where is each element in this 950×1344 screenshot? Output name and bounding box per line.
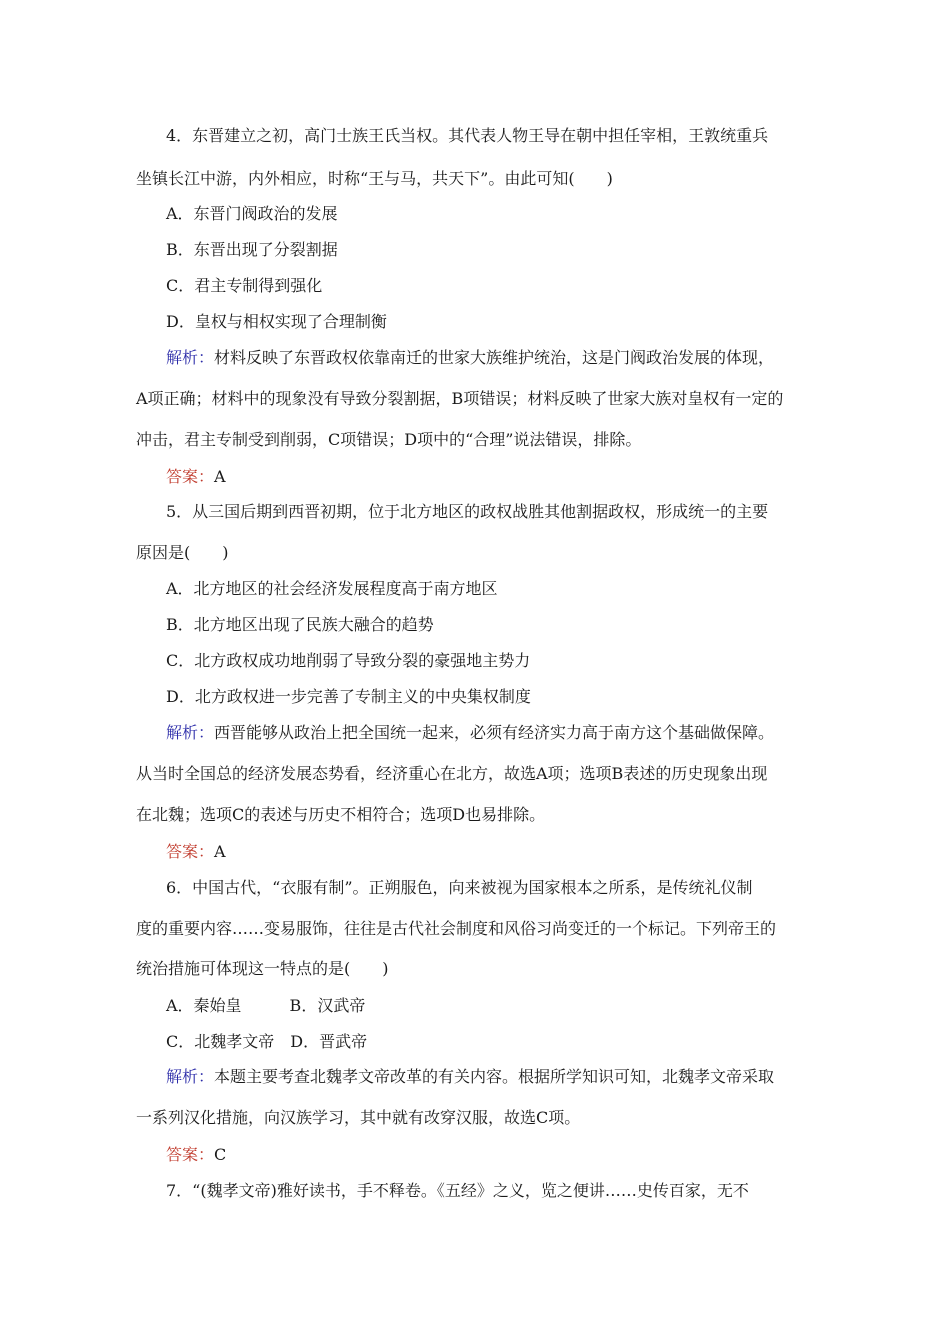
q6-analysis-line1 [166,1066,774,1088]
q5-stem-line1: 5．从三国后期到西晋初期，位于北方地区的政权战胜其他割据政权，形成统一的主要 [166,502,769,521]
q5-analysis-line1 [166,722,774,744]
q4-option-c: C．君主专制得到强化 [166,276,323,295]
q5-analysis-text1: 西晋能够从政治上把全国统一起来，必须有经济实力高于南方这个基础做保障。 [214,723,775,742]
q6-answer-value: C [214,1145,227,1164]
q4-answer-value: A [214,467,226,486]
q5-option-c: C．北方政权成功地削弱了导致分裂的豪强地主势力 [166,651,531,670]
q4-analysis-line1 [166,347,774,369]
q4-analysis-label: 解析： [166,348,215,367]
q5-option-b: B．北方地区出现了民族大融合的趋势 [166,615,434,634]
q4-answer-label: 答案： [166,467,215,486]
q5-analysis-line3: 在北魏；选项C的表述与历史不相符合；选项D也易排除。 [136,805,546,824]
q6-options-row2: C．北魏孝文帝 D．晋武帝 [166,1032,368,1051]
q6-analysis-label: 解析： [166,1067,215,1086]
q6-options-row1: A．秦始皇 B．汉武帝 [166,996,366,1015]
q6-answer-label: 答案： [166,1145,215,1164]
q5-answer-value: A [214,842,226,861]
q4-answer [166,466,226,488]
q6-stem-line1: 6．中国古代，“衣服有制”。正朔服色，向来被视为国家根本之所系，是传统礼仪制 [166,878,753,897]
q4-stem-line2: 坐镇长江中游，内外相应，时称“王与马，共天下”。由此可知( ) [136,169,613,188]
q6-analysis-text1: 本题主要考查北魏孝文帝改革的有关内容。根据所学知识可知，北魏孝文帝采取 [214,1067,775,1086]
q4-option-a: A．东晋门阀政治的发展 [166,204,338,223]
q5-option-d: D．北方政权进一步完善了专制主义的中央集权制度 [166,687,531,706]
q5-option-a: A．北方地区的社会经济发展程度高于南方地区 [166,579,498,598]
q6-answer [166,1144,226,1166]
q6-stem-line2: 度的重要内容……变易服饰，往往是古代社会制度和风俗习尚变迁的一个标记。下列帝王的 [136,919,777,938]
q4-option-b: B．东晋出现了分裂割据 [166,240,338,259]
q6-stem-line3: 统治措施可体现这一特点的是( ) [136,959,389,978]
q4-option-d: D．皇权与相权实现了合理制衡 [166,312,387,331]
q4-analysis-line2: A项正确；材料中的现象没有导致分裂割据，B项错误；材料反映了世家大族对皇权有一定的 [136,389,784,408]
q5-answer [166,841,226,863]
q5-answer-label: 答案： [166,842,215,861]
q4-stem-line1: 4．东晋建立之初，高门士族王氏当权。其代表人物王导在朝中担任宰相，王敦统重兵 [166,126,769,145]
q4-analysis-text1: 材料反映了东晋政权依靠南迁的世家大族维护统治，这是门阀政治发展的体现， [214,348,775,367]
q6-analysis-line2: 一系列汉化措施，向汉族学习，其中就有改穿汉服，故选C项。 [136,1108,581,1127]
q4-analysis-line3: 冲击，君主专制受到削弱，C项错误；D项中的“合理”说法错误，排除。 [136,430,642,449]
q5-analysis-label: 解析： [166,723,215,742]
q5-stem-line2: 原因是( ) [136,543,229,562]
q7-stem-line1: 7．“(魏孝文帝)雅好读书，手不释卷。《五经》之义，览之便讲……史传百家，无不 [166,1181,749,1200]
q5-analysis-line2: 从当时全国总的经济发展态势看，经济重心在北方，故选A项；选项B表述的历史现象出现 [136,764,768,783]
